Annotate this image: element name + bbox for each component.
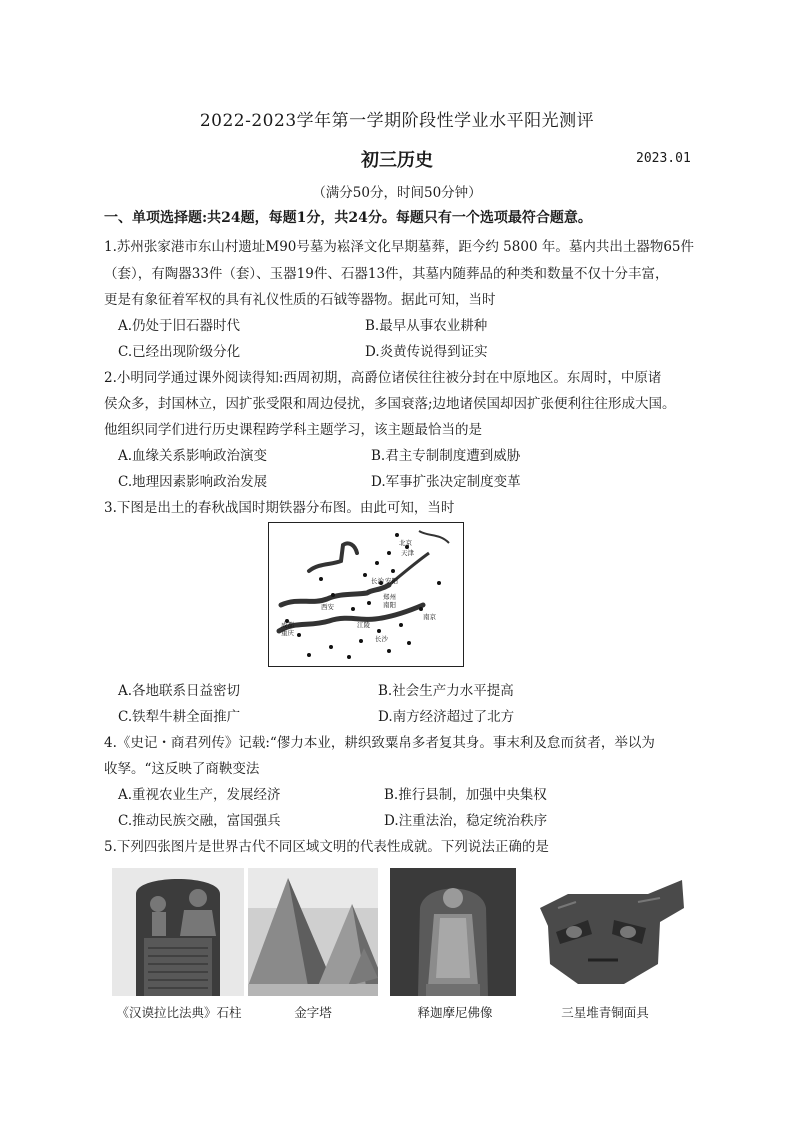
q2-line-3: 他组织同学们进行历史课程跨学科主题学习，该主题最恰当的是: [104, 422, 482, 438]
q2-option-d[interactable]: D.军事扩张决定制度变革: [371, 474, 521, 490]
iron-tools-distribution-map: [268, 522, 464, 667]
q2-option-b[interactable]: B.君主专制制度遭到威胁: [371, 448, 521, 464]
q2-line-2: 侯众多，封国林立，因扩张受限和周边侵扰，多国衰落;边地诸侯国却因扩张便利往往形成大国。: [104, 396, 676, 412]
caption-sanxingdui-mask: 三星堆青铜面具: [561, 1005, 649, 1020]
q1-line-3: 更是有象征着军权的具有礼仪性质的石钺等器物。据此可知，当时: [104, 292, 496, 308]
q1-option-c[interactable]: C.已经出现阶级分化: [118, 344, 241, 360]
yangtze-river: [279, 605, 423, 631]
q3-option-a[interactable]: A.各地联系日益密切: [118, 683, 241, 699]
site-dots: [285, 533, 441, 659]
q1-line-1: 1.苏州张家港市东山村遗址M90号墓为崧泽文化早期墓葬，距今约 5800 年。墓内共出土器物65件: [104, 239, 694, 255]
q2-option-c[interactable]: C.地理因素影响政治发展: [118, 474, 268, 490]
map-label-chengdu: 成都: [281, 621, 294, 629]
q5-line-1: 5.下列四张图片是世界古代不同区域文明的代表性成就。下列说法正确的是: [104, 839, 549, 855]
q3-option-c[interactable]: C.铁犁牛耕全面推广: [118, 709, 241, 725]
q1-option-d[interactable]: D.炎黄传说得到证实: [365, 344, 488, 360]
q4-option-c[interactable]: C.推动民族交融，富国强兵: [118, 813, 281, 829]
q1-option-b[interactable]: B.最早从事农业耕种: [365, 318, 488, 334]
map-label-jiangling: 江陵: [357, 621, 370, 629]
yellow-river-loop: [309, 543, 357, 571]
q2-option-a[interactable]: A.血缘关系影响政治演变: [118, 448, 268, 464]
exam-title: 2022-2023学年第一学期阶段性学业水平阳光测评: [199, 111, 595, 131]
map-label-xian: 西安: [321, 603, 334, 611]
q1-line-2: （套），有陶器33件（套）、玉器19件、石器13件，其墓内随葬品的种类和数量不仅十分丰富，: [104, 266, 669, 282]
map-label-zhengzhou: 郑州: [383, 593, 396, 601]
q1-option-a[interactable]: A.仍处于旧石器时代: [118, 318, 241, 334]
caption-buddha: 释迦摩尼佛像: [417, 1005, 493, 1020]
q4-line-1: 4.《史记・商君列传》记载:“僇力本业，耕织致粟帛多者复其身。事末利及怠而贫者，举以为: [104, 735, 655, 751]
map-label-anyang: 安阳: [385, 577, 398, 585]
q2-line-1: 2.小明同学通过课外阅读得知:西周初期，高爵位诸侯往往被分封在中原地区。东周时，中原诸: [104, 370, 662, 386]
q3-line-1: 3.下图是出土的春秋战国时期铁器分布图。由此可知，当时: [104, 500, 455, 516]
map-label-changsha: 长沙: [375, 635, 388, 643]
buddha-statue-image: [390, 868, 516, 996]
map-label-changzhi: 长治: [371, 577, 384, 585]
northeast-border: [419, 531, 449, 543]
q3-option-d[interactable]: D.南方经济超过了北方: [378, 709, 515, 725]
caption-hammurabi: 《汉谟拉比法典》石柱: [116, 1005, 242, 1020]
q4-option-a[interactable]: A.重视农业生产，发展经济: [118, 787, 281, 803]
score-note: （满分50分，时间50分钟）: [312, 185, 482, 201]
q4-line-2: 收孥。“这反映了商鞅变法: [104, 761, 260, 777]
caption-pyramid: 金字塔: [294, 1005, 332, 1020]
map-label-beijing: 北京: [399, 539, 412, 547]
bronze-mask-image: [528, 868, 688, 996]
exam-date: 2023.01: [636, 151, 691, 166]
section-heading: 一、单项选择题:共24题，每题1分，共24分。每题只有一个选项最符合题意。: [104, 210, 592, 226]
hammurabi-stele-image: [112, 868, 244, 996]
map-label-nanjing: 南京: [423, 613, 436, 621]
pyramids-image: [248, 868, 378, 996]
subject-title: 初三历史: [361, 150, 433, 171]
map-label-chongqing: 重庆: [281, 629, 294, 637]
q3-option-b[interactable]: B.社会生产力水平提高: [378, 683, 514, 699]
q4-option-b[interactable]: B.推行县制，加强中央集权: [384, 787, 547, 803]
map-label-nanyang: 南阳: [383, 601, 396, 609]
map-svg: [269, 523, 463, 666]
map-label-tianjin: 天津: [401, 549, 414, 557]
q4-option-d[interactable]: D.注重法治，稳定统治秩序: [384, 813, 548, 829]
